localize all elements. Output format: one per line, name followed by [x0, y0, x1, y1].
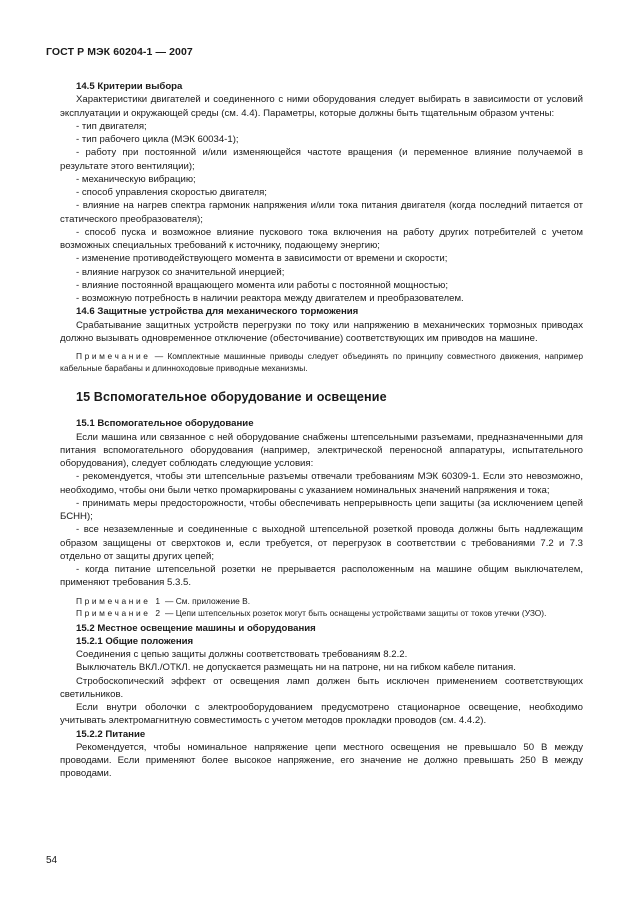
list-item: - работу при постоянной и/или изменяющейся частоте вращения (и переменное влияние получаемой в результате этого вентиляции); — [60, 147, 583, 172]
section-14-5-title: 14.5 Критерии выбора — [76, 81, 183, 92]
paragraph: Соединения с цепью защиты должны соответствовать требованиям 8.2.2. — [76, 649, 408, 660]
list-item: - влияние на нагрев спектра гармоник напряжения и/или тока питания двигателя (когда последний питается от статического преобразователя); — [60, 200, 583, 225]
list-item: - возможную потребность в наличии реактора между двигателем и преобразователем. — [76, 293, 464, 304]
note-label: Примечание — [76, 351, 151, 361]
section-14-6-text: Срабатывание защитных устройств перегрузки по току или напряжению в механических тормозных приводах должно вызывать одновременное отключение (обесточивание) соответствующих им приводов на машине. — [60, 319, 583, 344]
section-15-2-1-title: 15.2.1 Общие положения — [76, 635, 194, 647]
section-15-1-note-1 — [60, 595, 583, 607]
section-15-2-2-title: 15.2.2 Питание — [76, 728, 146, 740]
list-item: - влияние постоянной вращающего момента или работы с постоянной мощностью; — [76, 279, 448, 291]
section-15-1-title: 15.1 Вспомогательное оборудование — [76, 418, 254, 430]
paragraph: Выключатель ВКЛ./ОТКЛ. не допускается размещать ни на патроне, ни на гибком кабеле питания. — [76, 662, 516, 674]
page-number: 54 — [46, 855, 58, 866]
list-item: - когда питание штепсельной розетки не прерывается расположенным на машине общим выключателем, применяют требования 5.3.5. — [60, 564, 583, 589]
section-14-6-title: 14.6 Защитные устройства для механического торможения — [76, 306, 359, 318]
list-item: - влияние нагрузок со значительной инерцией; — [76, 266, 285, 278]
paragraph: Если внутри оболочки с электрооборудованием предусмотрено стационарное освещение, необходимо учитывать электромагнитную совместимость с учетом методов прокладки проводов (см. 4.4.2). — [60, 702, 583, 727]
list-item: - тип двигателя; — [76, 120, 147, 132]
list-item: - все незаземленные и соединенные с выходной штепсельной розеткой провода должны быть надлежащим образом защищены от сверхтоков и, если требуется, от перегрузок в соответствии с требованиями 7.2 и 7.3 отдельно от защиты других цепей; — [60, 524, 583, 562]
list-item: - способ пуска и возможное влияние пускового тока включения на работу других потребителей с учетом возможных специальных требований к источнику, подающему энергию; — [60, 226, 583, 251]
section-15-1-intro: Если машина или связанное с ней оборудование снабжены штепсельными разъемами, предназначенными для питания вспомогательного оборудования (например, электрической переносной аппаратуры, испытательного оборудования), следует соблюдать следующие условия: — [60, 431, 583, 469]
page-body — [60, 80, 583, 781]
section-15-2-title: 15.2 Местное освещение машины и оборудования — [76, 622, 316, 634]
list-item: - тип рабочего цикла (МЭК 60034-1); — [76, 134, 239, 145]
list-item: - рекомендуется, чтобы эти штепсельные разъемы отвечали требованиям МЭК 60309-1. Если это невозможно, необходимо, чтобы они были четко промаркированы с указанием номинальных значений напряжения и тока; — [60, 471, 583, 496]
section-15-1-list — [60, 470, 583, 589]
section-14-5-list — [60, 120, 583, 306]
list-item: - изменение противодействующего момента в зависимости от времени и скорости; — [76, 253, 448, 265]
paragraph: Рекомендуется, чтобы номинальное напряжение цепи местного освещения не превышало 50 В между проводами. Если применяют более высокое напряжение, его значение не должно превышать 250 В между проводами. — [60, 741, 583, 780]
section-14-5-intro: Характеристики двигателей и соединенного с ними оборудования следует выбирать в зависимости от условий эксплуатации и окружающей среды (см. 4.4). Параметры, которые должны быть тщательным образом учтены: — [60, 94, 583, 119]
document-header: ГОСТ Р МЭК 60204-1 — 2007 — [46, 46, 193, 58]
note-text: — Цепи штепсельных розеток могут быть оснащены устройствами защиты от токов утечки (УЗО). — [162, 607, 547, 618]
note-text: — См. приложение В. — [162, 595, 251, 606]
list-item: - механическую вибрацию; — [76, 173, 196, 185]
note-label: Примечание 1 — [76, 595, 163, 606]
note-label: Примечание 2 — [76, 607, 163, 618]
section-15-title: 15 Вспомогательное оборудование и освещение — [76, 390, 387, 404]
section-15-1-note-2 — [60, 607, 583, 619]
section-14-6-note — [60, 350, 583, 374]
note-text: — Комплектные машинные приводы следует объединять по принципу совместного движения, например кабельные барабаны и длинноходовые приводные механизмы. — [60, 351, 583, 373]
list-item: - способ управления скоростью двигателя; — [76, 187, 267, 198]
list-item: - принимать меры предосторожности, чтобы обеспечивать непрерывность цепи защиты (за исключением цепей БСНН); — [60, 497, 583, 522]
paragraph: Стробоскопический эффект от освещения ламп должен быть исключен применением соответствующих светильников. — [60, 675, 583, 700]
